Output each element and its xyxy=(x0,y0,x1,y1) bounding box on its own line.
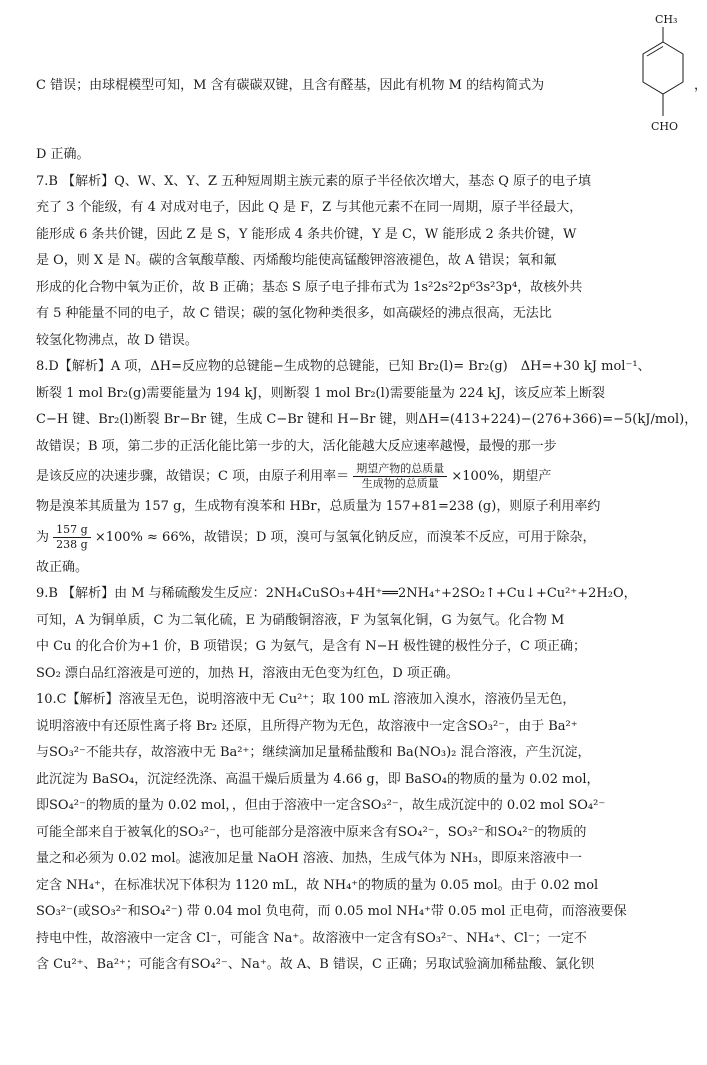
text-line: 8.D【解析】A 项，ΔH=反应物的总键能−生成物的总键能，已知 Br₂(l)= Br₂(g) ΔH=+30 kJ mol⁻¹、 xyxy=(36,359,651,374)
text-line: 7.B 【解析】Q、W、X、Y、Z 五种短周期主族元素的原子半径依次增大，基态 Q 原子的电子填 xyxy=(36,173,592,189)
methyl-label: CH₃ xyxy=(655,13,678,26)
text-line: 断裂 1 mol Br₂(g)需要能量为 194 kJ，则断裂 1 mol Br₂(l)需要能量为 224 kJ，该反应苯上断裂 xyxy=(36,385,606,401)
text-segment: ×100% ≈ 66%，故错误；D 项，溴可与氢氧化钠反应，而溴苯不反应，可用于除杂， xyxy=(94,529,596,545)
text-line: SO₂ 漂白品红溶液是可逆的，加热 H，溶液由无色变为红色，D 项正确。 xyxy=(36,665,459,681)
question-10 xyxy=(36,687,669,979)
text-line: C−H 键、Br₂(l)断裂 Br−Br 键，生成 C−Br 键和 H−Br 键，则ΔH=(413+224)−(276+366)=−5(kJ/mol)， xyxy=(36,412,698,427)
text-line: 含 Cu²⁺、Ba²⁺；可能含有SO₄²⁻、Na⁺。故 A、B 错误，C 正确；另取试验滴加稀盐酸、氯化钡 xyxy=(36,957,595,972)
text-line: 量之和必须为 0.02 mol。滤液加足量 NaOH 溶液、加热，生成气体为 NH₃，即原来溶液中一 xyxy=(36,851,582,866)
text-line: SO₃²⁻(或SO₃²⁻和SO₄²⁻) 带 0.04 mol 负电荷，而 0.05 mol NH₄⁺带 0.05 mol 正电荷，而溶液要保 xyxy=(36,904,627,919)
text-line: 持电中性，故溶液中一定含 Cl⁻，可能含 Na⁺。故溶液中一定含有SO₃²⁻、NH₄⁺、Cl⁻；一定不 xyxy=(36,930,587,946)
text-line: 中 Cu 的化合价为+1 价，B 项错误；G 为氨气，是含有 N−H 极性键的极性分子，C 项正确； xyxy=(36,639,587,654)
text-line: 形成的化合物中氧为正价，故 B 正确；基态 S 原子电子排布式为 1s²2s²2p⁶3s²3p⁴，故核外共 xyxy=(36,279,583,295)
text-line: 说明溶液中有还原性离子将 Br₂ 还原，且所得产物为无色，故溶液中一定含SO₃²⁻，由于 Ba²⁺ xyxy=(36,718,578,734)
fraction-denominator: 生成物的总质量 xyxy=(361,477,439,490)
text-line: 定含 NH₄⁺，在标准状况下体积为 1120 mL，故 NH₄⁺的物质的量为 0.05 mol。由于 0.02 mol xyxy=(36,877,599,893)
line-c-error: C 错误；由球棍模型可知，M 含有碳碳双键，且含有醛基，因此有机物 M 的结构简式为 xyxy=(36,78,545,93)
text-line: 能形成 6 条共价键，因此 Z 是 S，Y 能形成 4 条共价键，Y 是 C，W 能形成 2 条共价键，W xyxy=(36,226,577,242)
question-7 xyxy=(36,169,669,355)
text-line: 与SO₃²⁻不能共存，故溶液中无 Ba²⁺；继续滴加足量稀盐酸和 Ba(NO₃)₂ 混合溶液，产生沉淀， xyxy=(36,745,591,760)
fraction-denominator: 238 g xyxy=(56,537,88,551)
text-line: 是 O，则 X 是 N。碳的含氧酸草酸、丙烯酸均能使高锰酸钾溶液褪色，故 A 错误；氧和氟 xyxy=(36,253,557,268)
comma: ， xyxy=(694,78,707,93)
structural-formula-figure xyxy=(611,10,691,142)
aldehyde-label: CHO xyxy=(651,120,679,133)
question-8 xyxy=(36,354,698,581)
text-line: 9.B 【解析】由 M 与稀硫酸发生反应：2NH₄CuSO₃+4H⁺══2NH₄⁺+2SO₂↑+Cu↓+Cu²⁺+2H₂O， xyxy=(36,586,637,601)
text-line: 故错误；B 项，第二步的正活化能比第一步的大，活化能越大反应速率越慢，最慢的那一步 xyxy=(36,438,557,454)
fraction-numerator: 157 g xyxy=(53,523,91,538)
text-line: 有 5 种能量不同的电子，故 C 错误；碳的氢化物种类很多，如高碳烃的沸点很高，无法比 xyxy=(36,306,552,321)
text-line: 可知，A 为铜单质，C 为二氧化硫，E 为硝酸铜溶液，F 为氢氧化铜，G 为氨气。化合物 M xyxy=(36,612,565,628)
text-line: 此沉淀为 BaSO₄，沉淀经洗涤、高温干燥后质量为 4.66 g，即 BaSO₄的物质的量为 0.02 mol， xyxy=(36,771,600,787)
cyclohexene-aldehyde-structure xyxy=(611,10,691,142)
text-line: 较氢化物沸点，故 D 错误。 xyxy=(36,332,198,348)
question-9 xyxy=(36,581,669,687)
text-segment: 为 xyxy=(36,529,50,545)
structure-row xyxy=(36,10,707,142)
text-segment: ×100%，期望产 xyxy=(451,469,552,484)
d-correct xyxy=(36,142,669,169)
atom-economy-fraction xyxy=(353,462,447,491)
text-line: 可能全部来自于被氧化的SO₃²⁻，也可能部分是溶液中原来含有SO₄²⁻，SO₃²⁻和SO₄²⁻的物质的 xyxy=(36,824,587,840)
text-line: 充了 3 个能级，有 4 对成对电子，因此 Q 是 F，Z 与其他元素不在同一周期，原子半径最大， xyxy=(36,200,583,215)
text-line: 物是溴苯其质量为 157 g，生成物有溴苯和 HBr，总质量为 157+81=238 (g)，则原子利用率约 xyxy=(36,499,601,514)
fraction-numerator: 期望产物的总质量 xyxy=(353,462,447,477)
text-line: 故正确。 xyxy=(36,559,89,575)
formula-line xyxy=(36,460,669,494)
text-line: 即SO₄²⁻的物质的量为 0.02 mol，，但由于溶液中一定含SO₃²⁻，故生成沉淀中的 0.02 mol SO₄²⁻ xyxy=(36,798,606,813)
text-line: D 正确。 xyxy=(36,147,90,162)
text-segment: 是该反应的决速步骤，故错误；C 项，由原子利用率＝ xyxy=(36,469,350,484)
mass-ratio-fraction xyxy=(53,523,91,552)
text-line: 10.C【解析】溶液呈无色，说明溶液中无 Cu²⁺；取 100 mL 溶液加入溴水，溶液仍呈无色， xyxy=(36,692,576,707)
formula-line xyxy=(36,521,669,555)
